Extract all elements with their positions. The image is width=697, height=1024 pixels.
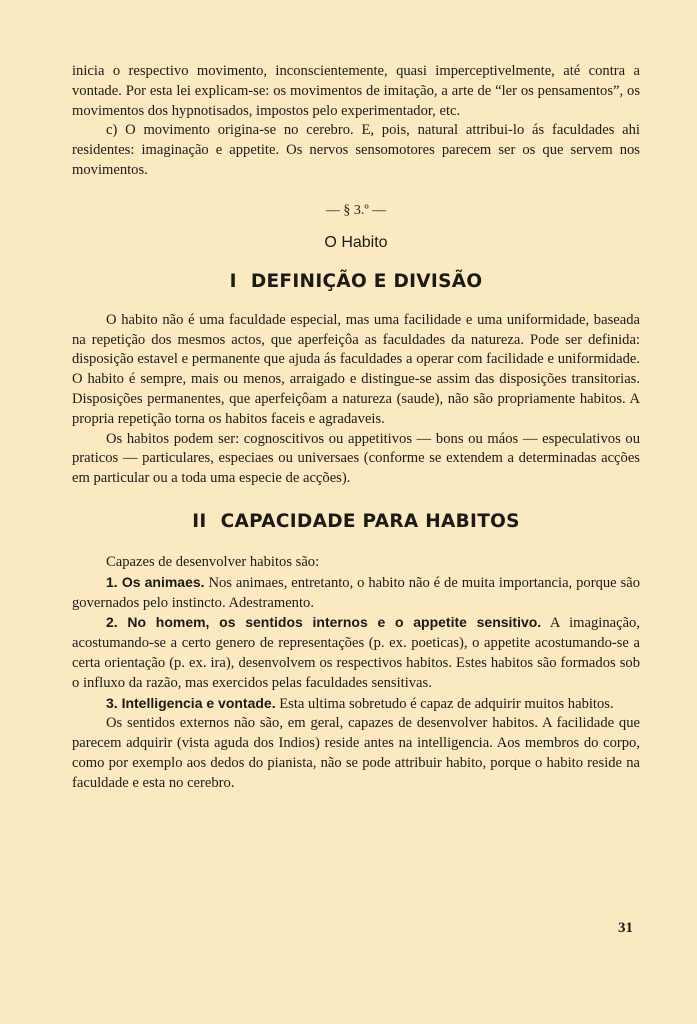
section-title: O Habito [324, 233, 388, 251]
heading-text: CAPACIDADE PARA HABITOS [220, 510, 520, 532]
definition-paragraph: O habito não é uma faculdade especial, mas uma facilidade e uma uniformidade, baseada na repetição dos mesmos actos, que aperfeiçôa as faculdades da natureza. Pode ser definida: disposição estavel e permanente que ajuda ás faculdades a operar com facilidade e uniformidade. O habito é sempre, mais ou menos, arraigado e distingue-se assim das disposições transitorias. Disposições permanentes, que aperfeiçôam a natureza (saude), não são propriamente habitos. A propria repetição torna os habitos faceis e agradaveis. [72, 311, 640, 427]
heading-capacidade [72, 509, 640, 535]
heading-number: II [192, 510, 207, 532]
heading-definicao [72, 269, 640, 295]
list-item [72, 613, 640, 693]
intro-paragraph-2: c) O movimento origina-se no cerebro. E, pois, natural attribui-lo ás faculdades ahi residentes: imaginação e appetite. Os nervos sensomotores parecem ser os que servem nos movimentos. [72, 122, 640, 178]
list-item [72, 573, 640, 614]
list-item [72, 694, 640, 715]
section-mark: — § 3.º — [325, 202, 387, 218]
division-paragraph: Os habitos podem ser: cognoscitivos ou appetitivos — bons ou máos — especulativos ou praticos — particulares, especiaes ou universaes (conforme se extendem a determinadas acções em particular ou a toda uma especie de acções). [72, 430, 640, 487]
page-body [72, 62, 640, 794]
page-number: 31 [618, 920, 633, 936]
item-text: A imaginação, acostumando-se a certo genero de representações (p. ex. poeticas), o appetite acostumando-se a certa orientação (p. ex. ira), desenvolvem os respectivos habitos. Estes habitos são formados sob o influxo da razão, mas exercidos pelas faculdades sensitivas. [72, 615, 640, 691]
item-lead: 1. Os animaes. [106, 573, 205, 590]
item-text: Nos animaes, entretanto, o habito não é de muita importancia, porque são governados pelo instincto. Adestramento. [72, 574, 640, 611]
heading-number: I [229, 270, 237, 292]
capacity-intro: Capazes de desenvolver habitos são: [106, 553, 320, 570]
item-text: Esta ultima sobretudo é capaz de adquirir muitos habitos. [275, 695, 614, 712]
closing-paragraph: Os sentidos externos não são, em geral, capazes de desenvolver habitos. A facilidade que parecem adquirir (vista aguda dos Indios) reside antes na intelligencia. Aos membros do corpo, como por exemplo aos dedos do pianista, não se pode attribuir habito, porque o habito reside na faculdade e esta no cerebro. [72, 715, 640, 791]
intro-paragraph-1: inicia o respectivo movimento, inconscientemente, quasi imperceptivelmente, até contra a vontade. Por esta lei explicam-se: os movimentos de imitação, a arte de “ler os pensamentos”, os movimentos dos hypnotisados, impostos pelo experimentador, etc. [72, 63, 640, 119]
item-lead: 3. Intelligencia e vontade. [106, 694, 276, 711]
heading-text: DEFINIÇÃO E DIVISÃO [250, 270, 483, 292]
item-lead: 2. No homem, os sentidos internos e o appetite sensitivo. [106, 614, 542, 631]
